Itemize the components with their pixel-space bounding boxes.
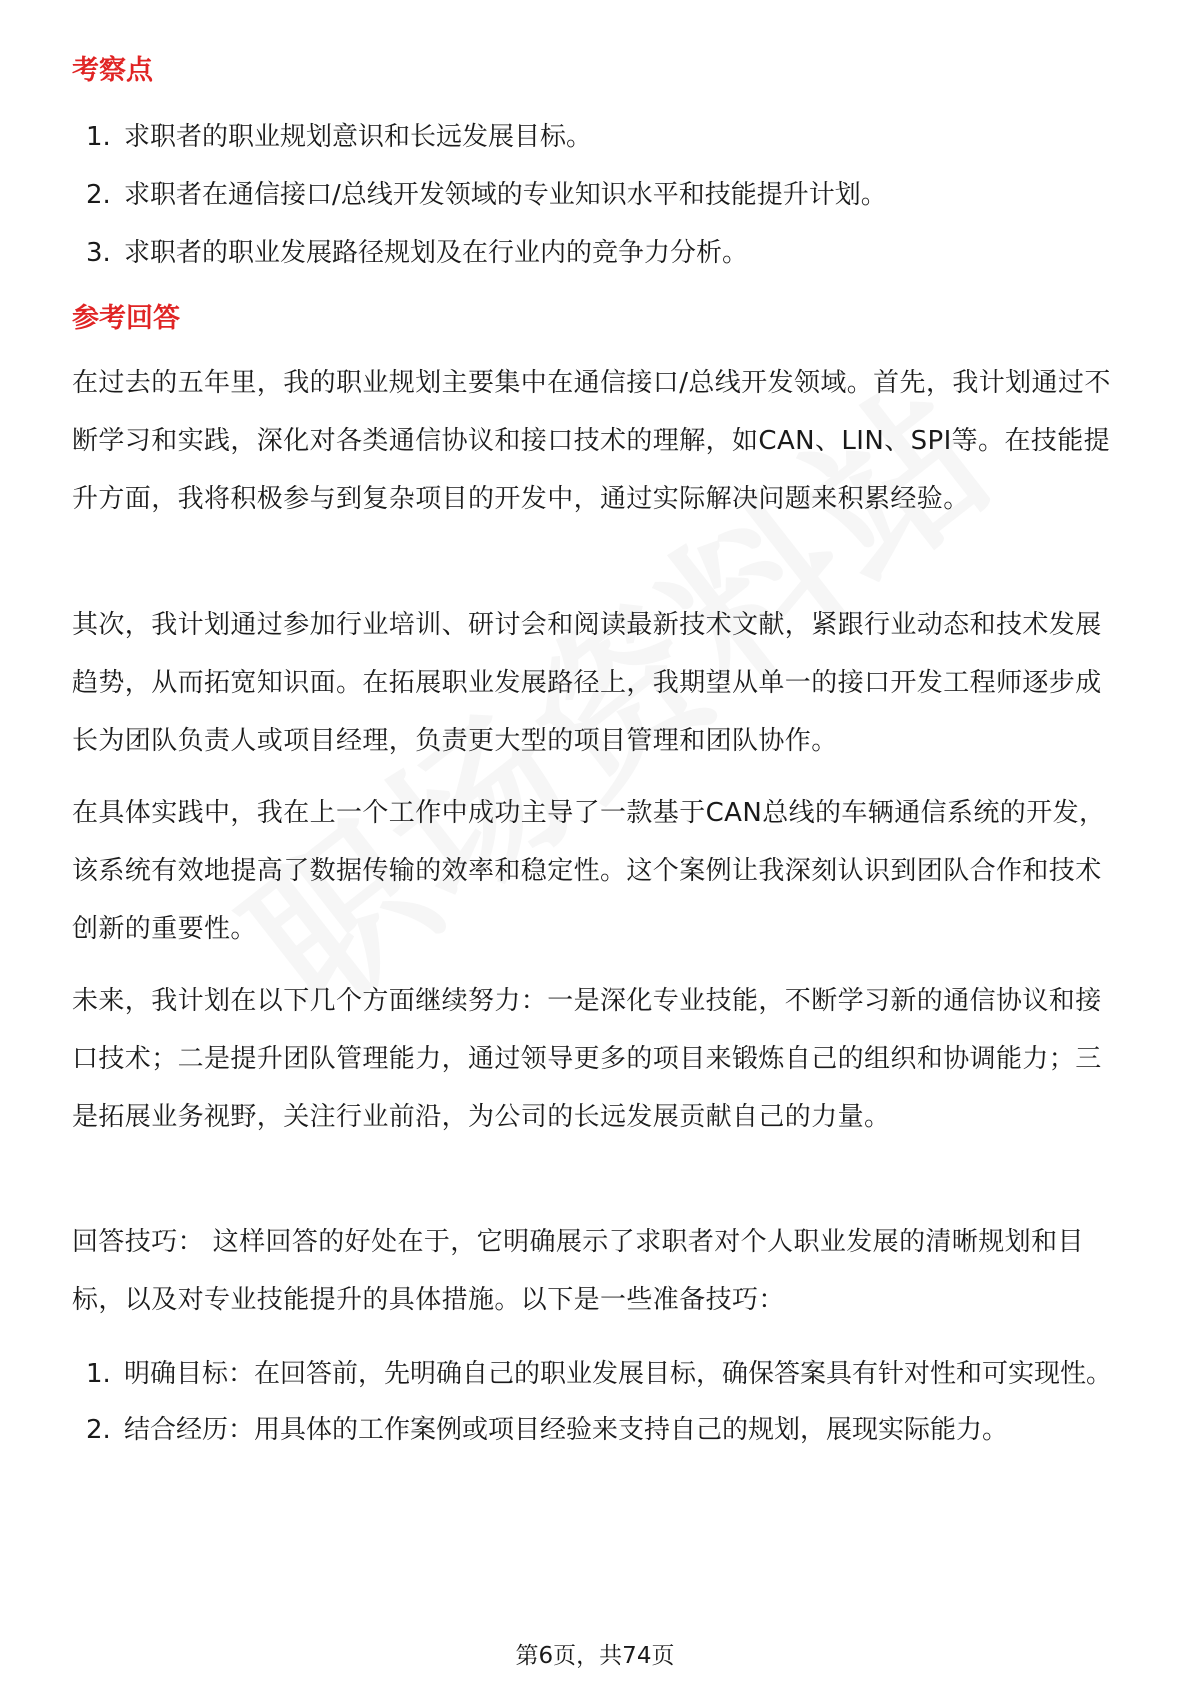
exam-points-list (72, 108, 1118, 282)
answer-paragraph-2: 其次，我计划通过参加行业培训、研讨会和阅读最新技术文献，紧跟行业动态和技术发展趋势，从而拓宽知识面。在拓展职业发展路径上，我期望从单一的接口开发工程师逐步成长为团队负责人或项目经理，负责更大型的项目管理和团队协作。 (72, 610, 1102, 756)
answer-paragraph-4: 未来，我计划在以下几个方面继续努力：一是深化专业技能，不断学习新的通信协议和接口技术；二是提升团队管理能力，通过领导更多的项目来锻炼自己的组织和协调能力；三是拓展业务视野，关注行业前沿，为公司的长远发展贡献自己的力量。 (72, 986, 1102, 1132)
list-item (72, 166, 1118, 224)
list-item (72, 1402, 1118, 1458)
list-item (72, 1346, 1118, 1402)
tips-list (72, 1346, 1118, 1458)
answer-tips-intro: 回答技巧： 这样回答的好处在于，它明确展示了求职者对个人职业发展的清晰规划和目标，以及对专业技能提升的具体措施。以下是一些准备技巧： (72, 1227, 1084, 1315)
heading-exam-points: 考察点 (72, 55, 153, 86)
list-number: 3. (86, 238, 111, 268)
list-number: 2. (86, 180, 111, 210)
page-number: 第6页，共74页 (515, 1643, 675, 1669)
answer-paragraph-3: 在具体实践中，我在上一个工作中成功主导了一款基于CAN总线的车辆通信系统的开发，该系统有效地提高了数据传输的效率和稳定性。这个案例让我深刻认识到团队合作和技术创新的重要性。 (72, 798, 1106, 944)
list-text: 求职者在通信接口/总线开发领域的专业知识水平和技能提升计划。 (124, 180, 887, 210)
list-number: 1. (86, 122, 111, 152)
list-number: 1. (86, 1359, 111, 1389)
answer-paragraph-1: 在过去的五年里，我的职业规划主要集中在通信接口/总线开发领域。首先，我计划通过不断学习和实践，深化对各类通信协议和接口技术的理解，如CAN、LIN、SPI等。在技能提升方面，我将积极参与到复杂项目的开发中，通过实际解决问题来积累经验。 (72, 368, 1111, 514)
list-text: 明确目标：在回答前，先明确自己的职业发展目标，确保答案具有针对性和可实现性。 (124, 1359, 1113, 1389)
list-text: 求职者的职业规划意识和长远发展目标。 (124, 122, 593, 152)
list-text: 求职者的职业发展路径规划及在行业内的竞争力分析。 (124, 238, 749, 268)
list-item (72, 108, 1118, 166)
heading-reference-answer: 参考回答 (72, 303, 180, 334)
list-item (72, 224, 1118, 282)
list-number: 2. (86, 1415, 111, 1445)
list-text: 结合经历：用具体的工作案例或项目经验来支持自己的规划，展现实际能力。 (124, 1415, 1009, 1445)
